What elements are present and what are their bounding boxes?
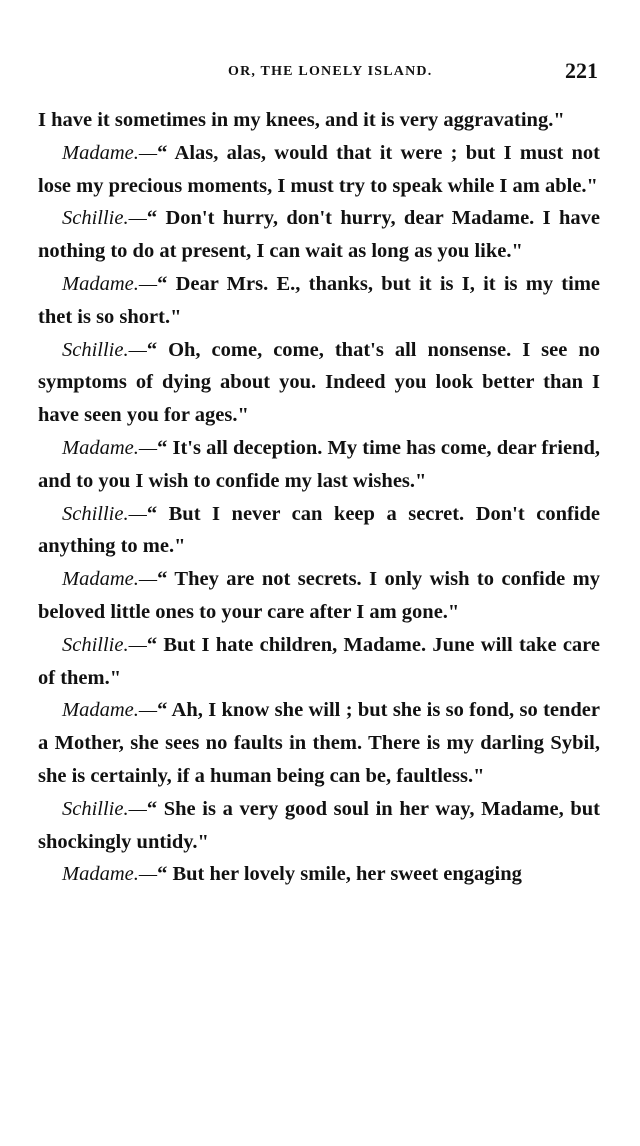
paragraph xyxy=(38,629,600,695)
page-header xyxy=(38,58,602,88)
paragraph xyxy=(38,858,600,891)
paragraph-text: “ But I hate children, Madame. June will take care of them." xyxy=(38,633,600,689)
paragraph-text: “ It's all deception. My time has come, dear friend, and to you I wish to confide my last wishes." xyxy=(38,436,600,492)
paragraph-text: “ But I never can keep a secret. Don't confide anything to me." xyxy=(38,502,600,558)
speaker-name: Madame.— xyxy=(62,272,158,295)
paragraph-text: “ But her lovely smile, her sweet engaging xyxy=(157,863,522,886)
paragraph xyxy=(38,104,600,137)
paragraph xyxy=(38,694,600,792)
paragraph-text: “ Don't hurry, don't hurry, dear Madame. I have nothing to do at present, I can wait as long as you like." xyxy=(38,207,600,263)
paragraph-text: “ Dear Mrs. E., thanks, but it is I, it is my time thet is so short." xyxy=(38,272,600,328)
speaker-name: Schillie.— xyxy=(62,502,147,525)
body-text xyxy=(38,104,600,891)
speaker-name: Schillie.— xyxy=(62,633,147,656)
paragraph xyxy=(38,498,600,564)
speaker-name: Madame.— xyxy=(62,863,158,886)
speaker-name: Schillie.— xyxy=(62,207,147,230)
speaker-name: Madame.— xyxy=(62,568,158,591)
speaker-name: Madame.— xyxy=(62,141,158,164)
paragraph-text: I have it sometimes in my knees, and it is very aggravating." xyxy=(38,109,565,131)
speaker-name: Madame.— xyxy=(62,436,158,459)
paragraph-text: “ Alas, alas, would that it were ; but I must not lose my precious moments, I must try to speak while I am able." xyxy=(38,141,600,197)
paragraph-text: “ Oh, come, come, that's all nonsense. I see no symptoms of dying about you. Indeed you look better than I have seen you for ages." xyxy=(38,338,600,427)
paragraph-text: “ She is a very good soul in her way, Madame, but shockingly untidy." xyxy=(38,797,600,853)
paragraph xyxy=(38,563,600,629)
paragraph xyxy=(38,268,600,334)
running-title: OR, THE LONELY ISLAND. xyxy=(228,64,433,79)
speaker-name: Schillie.— xyxy=(62,797,147,820)
paragraph xyxy=(38,202,600,268)
paragraph xyxy=(38,793,600,859)
speaker-name: Schillie.— xyxy=(62,338,147,361)
paragraph xyxy=(38,432,600,498)
page-number: 221 xyxy=(565,58,598,83)
speaker-name: Madame.— xyxy=(62,699,158,722)
paragraph xyxy=(38,137,600,203)
paragraph-text: “ Ah, I know she will ; but she is so fond, so tender a Mother, she sees no faults in them. There is my darling Sybil, she is certainly, if a human being can be, faultless." xyxy=(38,699,600,787)
paragraph xyxy=(38,334,600,432)
paragraph-text: “ They are not secrets. I only wish to confide my beloved little ones to your care after I am gone." xyxy=(38,568,600,623)
